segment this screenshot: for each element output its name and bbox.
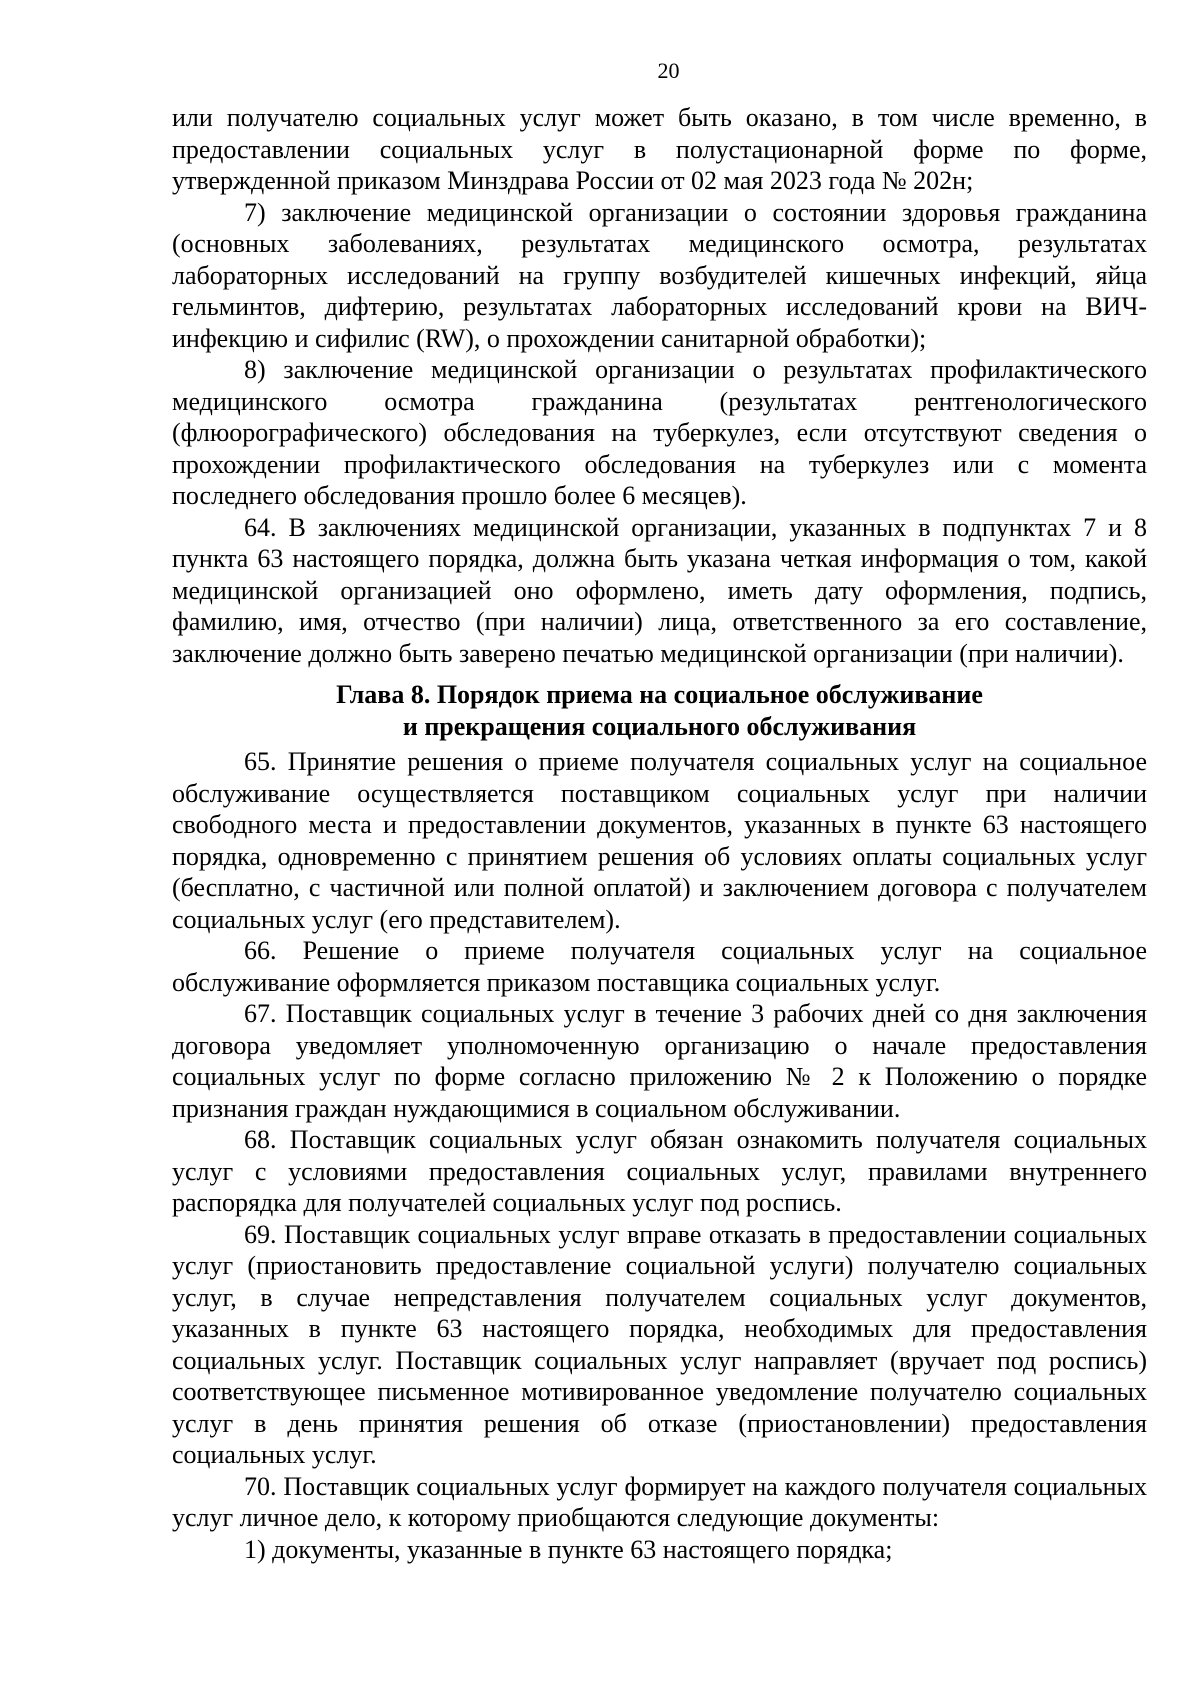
paragraph-64: 64. В заключениях медицинской организации, указанных в подпунктах 7 и 8 пункта 63 настоящего порядка, должна быть указана четкая информация о том, какой медицинской организацией оно оформлено, иметь дату оформления, подпись, фамилию, имя, отчество (при наличии) лица, ответственного за его составление, заключение должно быть заверено печатью медицинской организации (при наличии).: [172, 512, 1147, 668]
page-number: 20: [657, 58, 680, 83]
paragraph-continuation: или получателю социальных услуг может быть оказано, в том числе временно, в предоставлении социальных услуг в полустационарной форме по форме, утвержденной приказом Минздрава России от 02 мая 2023 года № 202н;: [172, 103, 1147, 195]
document-page: [172, 52, 1147, 1565]
chapter-heading: [172, 679, 1147, 742]
paragraph-70-item-1: 1) документы, указанные в пункте 63 настоящего порядка;: [244, 1534, 893, 1564]
paragraph-item-8: 8) заключение медицинской организации о результатах профилактического медицинского осмотра гражданина (результатах рентгенологического (флюорографического) обследования на туберкулез, если отсутствуют сведения о прохождении профилактического обследования на туберкулез или с момента последнего обследования прошло более 6 месяцев).: [172, 355, 1147, 510]
chapter-heading-line-1: Глава 8. Порядок приема на социальное обслуживание: [336, 680, 983, 709]
paragraph-67: 67. Поставщик социальных услуг в течение 3 рабочих дней со дня заключения договора уведомляет уполномоченную организацию о начале предоставления социальных услуг по форме согласно приложению № 2 к Положению о порядке признания граждан нуждающимися в социальном обслуживании.: [172, 999, 1147, 1123]
paragraph-65: 65. Принятие решения о приеме получателя социальных услуг на социальное обслуживание осуществляется поставщиком социальных услуг при наличии свободного места и предоставлении документов, указанных в пункте 63 настоящего порядка, одновременно с принятием решения об условиях оплаты социальных услуг (бесплатно, с частичной или полной оплатой) и заключением договора с получателем социальных услуг (его представителем).: [172, 747, 1147, 934]
paragraph-70: 70. Поставщик социальных услуг формирует на каждого получателя социальных услуг личное дело, к которому приобщаются следующие документы:: [172, 1471, 1147, 1532]
paragraph-69: 69. Поставщик социальных услуг вправе отказать в предоставлении социальных услуг (приостановить предоставление социальной услуги) получателю социальных услуг, в случае непредставления получателем социальных услуг документов, указанных в пункте 63 настоящего порядка, необходимых для предоставления социальных услуг. Поставщик социальных услуг направляет (вручает под роспись) соответствующее письменное мотивированное уведомление получателю социальных услуг в день принятия решения об отказе (приостановлении) предоставления социальных услуг.: [172, 1219, 1147, 1469]
paragraph-item-7: 7) заключение медицинской организации о состоянии здоровья гражданина (основных заболеваниях, результатах медицинского осмотра, результатах лабораторных исследований на группу возбудителей кишечных инфекций, яйца гельминтов, дифтерию, результатах лабораторных исследований крови на ВИЧ-инфекцию и сифилис (RW), о прохождении санитарной обработки);: [172, 197, 1147, 353]
paragraph-66: 66. Решение о приеме получателя социальных услуг на социальное обслуживание оформляется приказом поставщика социальных услуг.: [172, 936, 1147, 997]
chapter-heading-line-2: и прекращения социального обслуживания: [402, 711, 917, 741]
paragraph-68: 68. Поставщик социальных услуг обязан ознакомить получателя социальных услуг с условиями предоставления социальных услуг, правилами внутреннего распорядка для получателей социальных услуг под роспись.: [172, 1125, 1147, 1217]
